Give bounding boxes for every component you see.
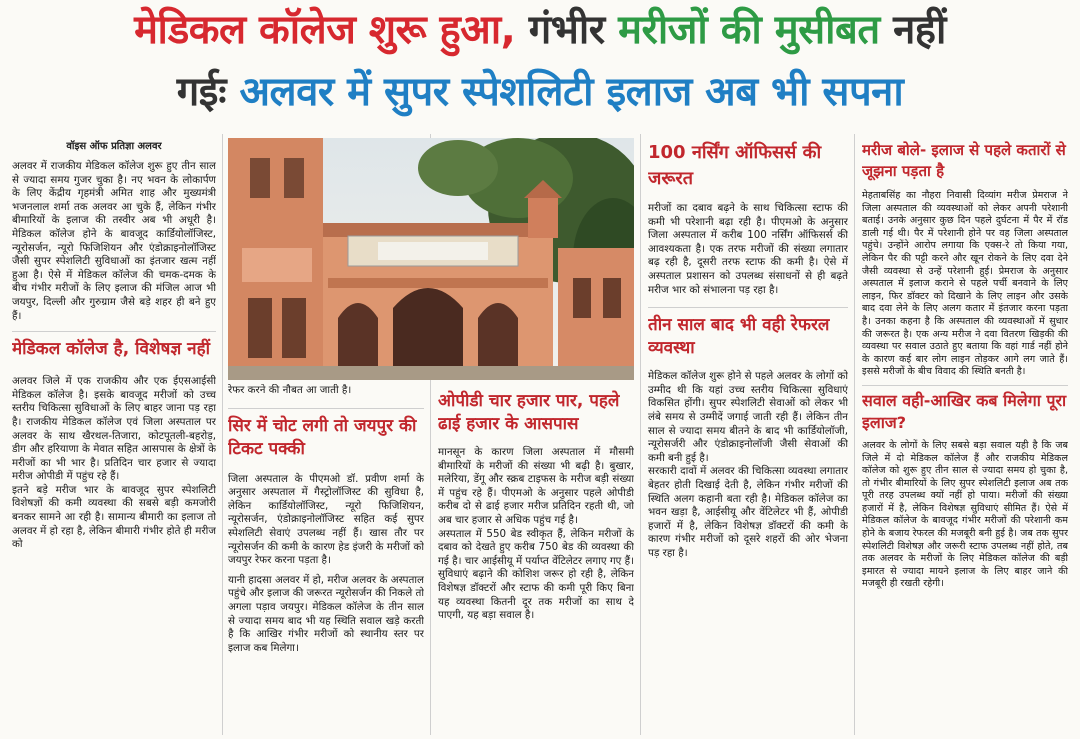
column-divider [854, 134, 855, 735]
photo-caption: रेफर करने की नौबत आ जाती है। [228, 384, 352, 396]
subhead: तीन साल बाद भी वही रेफरल व्यवस्था [648, 315, 830, 359]
divider [862, 385, 1068, 386]
subhead: मरीज बोले- इलाज से पहले कतारों से जूझना पड़ता है [862, 141, 1066, 180]
subhead: सवाल वही-आखिर कब मिलेगा पूरा इलाज? [862, 390, 1067, 432]
headline-part: गंभीर [528, 7, 605, 53]
headline-part: मेडिकल कॉलेज शुरू हुआ, [134, 7, 516, 53]
paragraph: अलवर के लोगों के लिए सबसे बड़ा सवाल यही है कि जब जिले में दो मेडिकल कॉलेज हैं और राजकीय मेडिकल कॉलेज को शुरू हुए तीन साल से ज्यादा समय हो चुका है, तो गंभीर बीमारियों के लिए सुपर स्पेशलिटी इलाज अब तक पूरी तरह उपलब्ध क्यों नहीं हो पाया। मरीजों की संख्या हजारों में है, लेकिन विशेषज्ञ सुविधाएं सीमित हैं। ऐसे में मेडिकल कॉलेज के बावजूद गंभीर मरीजों की परेशानी कम होने के बजाय रेफरल की मजबूरी बनी हुई है। जब तक सुपर स्पेशलिटी विशेषज्ञ और जरूरी स्टाफ उपलब्ध नहीं होते, तब तक अलवर के मरीजों के लिए मेडिकल कॉलेज की बड़ी इमारत से ज्यादा मायने इलाज के लिए बाहर जाने की मजबूरी ही रखती रहेगी। [862, 439, 1068, 590]
subhead: 100 नर्सिंग ऑफिसर्स की जरूरत [648, 142, 822, 189]
headline [0, 0, 1080, 128]
subhead: मेडिकल कॉलेज है, विशेषज्ञ नहीं [12, 339, 211, 360]
paragraph: मानसून के कारण जिला अस्पताल में मौसमी बीमारियों के मरीजों की संख्या भी बढ़ी है। बुखार, मलेरिया, डेंगू और स्क्रब टाइफस के मरीज बड़ी संख्या में पहुंच रहे हैं। पीएमओ के अनुसार पहले ओपीडी करीब दो से ढाई हजार मरीज प्रतिदिन रहती थी, जो अब चार हजार से अधिक पहुंच गई है। [438, 446, 634, 526]
headline-line-2 [0, 66, 1080, 118]
byline: वॉइस ऑफ प्रतिज्ञा अलवर [66, 141, 162, 152]
paragraph: अलवर जिले में एक राजकीय और एक ईएसआईसी मेडिकल कॉलेज है। इसके बावजूद मरीजों को उच्च स्तरीय चिकित्सा सुविधाओं के लिए बाहर जाना पड़ रहा है। राजकीय मेडिकल कॉलेज एवं जिला अस्पताल पर अलवर के साथ खैरथल-तिजारा, कोटपूतली-बहरोड़, डीग और हरियाणा के मेवात सहित आसपास के क्षेत्रों के मरीजों का भी भार है। प्रतिदिन चार हजार से ज्यादा मरीज ओपीडी में पहुंच रहे हैं। [12, 375, 216, 483]
hospital-building-illustration [228, 138, 634, 380]
paragraph: जिला अस्पताल के पीएमओ डॉ. प्रवीण शर्मा के अनुसार अस्पताल में गैस्ट्रोलॉजिस्ट की सुविधा है, लेकिन कार्डियोलॉजिस्ट, न्यूरो फिजिशियन, न्यूरोसर्जन, एंडोक्राइनोलॉजिस्ट सहित कई सुपर स्पेशलिटी सेवाएं उपलब्ध नहीं हैं। खास तौर पर न्यूरोसर्जन की कमी के कारण हेड इंजरी के मरीजों को जयपुर रेफर करना पड़ता है। [228, 472, 424, 567]
subhead: सिर में चोट लगी तो जयपुर की टिकट पक्की [228, 415, 417, 459]
divider [12, 331, 216, 332]
paragraph: अलवर में राजकीय मेडिकल कॉलेज शुरू हुए तीन साल से ज्यादा समय गुजर चुका है। नए भवन के लोकार्पण के लिए केंद्रीय गृहमंत्री अमित शाह और मुख्यमंत्री भजनलाल शर्मा तक अलवर आ चुके हैं, लेकिन गंभीर बीमारियों के इलाज की तस्वीर अब भी अधूरी है। मेडिकल कॉलेज होने के बावजूद कार्डियोलॉजिस्ट, न्यूरोसर्जन, न्यूरो फिजिशियन और एंडोक्राइनोलॉजिस्ट जैसी सुपर स्पेशलिटी सुविधाओं का इंतजार खत्म नहीं हुआ है। ऐसे में मेडिकल कॉलेज की चमक-दमक के बीच गंभीर मरीजों के लिए इलाज की मंजिल आज भी जयपुर, दिल्ली और गुरुग्राम जैसे बड़े शहर ही बने हुए हैं। [12, 160, 216, 322]
column-5 [862, 140, 1068, 739]
headline-part: मरीजों की मुसीबत [618, 7, 880, 53]
column-2 [228, 384, 424, 739]
headline-part: नहीं [893, 7, 946, 53]
divider [228, 408, 424, 409]
paragraph: अस्पताल में 550 बेड स्वीकृत हैं, लेकिन मरीजों के दबाव को देखते हुए करीब 750 बेड की व्यवस्था की गई है। चार आईसीयू में पर्याप्त वेंटिलेटर लगाए गए हैं। सुविधाएं बढ़ाने की कोशिश जरूर हो रही है, लेकिन विशेषज्ञ डॉक्टरों और स्टाफ की कमी पूरी किए बिना यह व्यवस्था कितनी दूर तक मरीजों का साथ दे पाएगी, यह बड़ा सवाल है। [438, 527, 634, 622]
column-1 [12, 138, 216, 739]
paragraph: इतने बड़े मरीज भार के बावजूद सुपर स्पेशलिटी विशेषज्ञों की कमी व्यवस्था की सबसे बड़ी कमजोरी बनकर सामने आ रही है। सामान्य बीमारी का इलाज तो अलवर में हो रहा है, लेकिन बीमारी गंभीर होते ही मरीज को [12, 483, 216, 551]
headline-line-1 [0, 4, 1080, 56]
column-divider [640, 134, 641, 735]
divider [648, 307, 848, 308]
headline-part: गईः [176, 69, 227, 115]
column-divider [222, 134, 223, 735]
hospital-building-photo [228, 138, 634, 380]
paragraph: मेडिकल कॉलेज शुरू होने से पहले अलवर के लोगों को उम्मीद थी कि यहां उच्च स्तरीय चिकित्सा सुविधाएं विकसित होंगी। सुपर स्पेशलिटी सेवाओं को लेकर भी लंबे समय से उम्मीदें जगाई जाती रही हैं। लेकिन तीन साल से ज्यादा समय बीतने के बाद भी कार्डियोलॉजी, न्यूरोसर्जरी और एंडोक्राइनोलॉजी जैसी सेवाओं की कमी बनी हुई है। [648, 370, 848, 464]
column-4 [648, 140, 848, 739]
paragraph: मरीजों का दबाव बढ़ने के साथ चिकित्सा स्टाफ की कमी भी परेशानी बढ़ा रही है। पीएमओ के अनुसार जिला अस्पताल में करीब 100 नर्सिंग ऑफिसर्स की आवश्यकता है। एक तरफ मरीजों की संख्या लगातार बढ़ रही है, दूसरी तरफ स्टाफ की कमी है। ऐसे में अस्पताल प्रशासन को उपलब्ध संसाधनों से ही बढ़ते मरीज भार को संभालना पड़ रहा है। [648, 202, 848, 296]
paragraph: यानी हादसा अलवर में हो, मरीज अलवर के अस्पताल पहुंचे और इलाज की जरूरत न्यूरोसर्जन की निकले तो अगला पड़ाव जयपुर। मेडिकल कॉलेज के तीन साल से ज्यादा समय बाद भी यह स्थिति सवाल खड़े करती है कि आखिर गंभीर मरीजों को स्थानीय स्तर पर इलाज कब मिलेगा। [228, 573, 424, 654]
paragraph: सरकारी दावों में अलवर की चिकित्सा व्यवस्था लगातार बेहतर होती दिखाई देती है, लेकिन गंभीर मरीजों की स्थिति अलग कहानी बता रही है। मेडिकल कॉलेज का भवन खड़ा है, आईसीयू और वेंटिलेटर भी हैं, ओपीडी हजारों में है, लेकिन विशेषज्ञ डॉक्टरों की कमी के कारण गंभीर मरीजों को दूसरे शहरों की ओर भेजना पड़ रहा है। [648, 465, 848, 559]
headline-part: अलवर में सुपर स्पेशलिटी इलाज अब भी सपना [239, 69, 904, 115]
column-3 [438, 390, 634, 739]
subhead: ओपीडी चार हजार पार, पहले ढाई हजार के आसपास [438, 391, 620, 434]
paragraph: मेहताबसिंह का नौहरा निवासी दिव्यांग मरीज प्रेमराज ने जिला अस्पताल की व्यवस्थाओं को लेकर अपनी परेशानी बताई। उनके अनुसार कुछ दिन पहले दुर्घटना में पैर में रॉड डाली गई थी। पैर में परेशानी होने पर वह जिला अस्पताल पहुंचे। उन्होंने आरोप लगाया कि एक्स-रे तो किया गया, लेकिन पैर की पट्टी करने और खून रोकने के लिए दवा देने जैसी व्यवस्था से उन्हें परेशानी हुई। प्रेमराज के अनुसार अस्पताल में इलाज कराने से पहले पर्ची बनवाने के लिए लाइन, फिर डॉक्टर को दिखाने के लिए लाइन और उसके बाद दवा लेने के लिए अलग कतार में इंतजार करना पड़ता है। उनका कहना है कि अस्पताल की व्यवस्थाओं में सुधार की जरूरत है। एक अन्य मरीज ने दवा वितरण खिड़की की व्यवस्था पर सवाल उठाते हुए बताया कि वहां गार्ड नहीं होने के कारण कई बार लोग लाइन तोड़कर आगे लग जाते हैं। इससे मरीजों के बीच विवाद की स्थिति बनती है। [862, 190, 1068, 378]
